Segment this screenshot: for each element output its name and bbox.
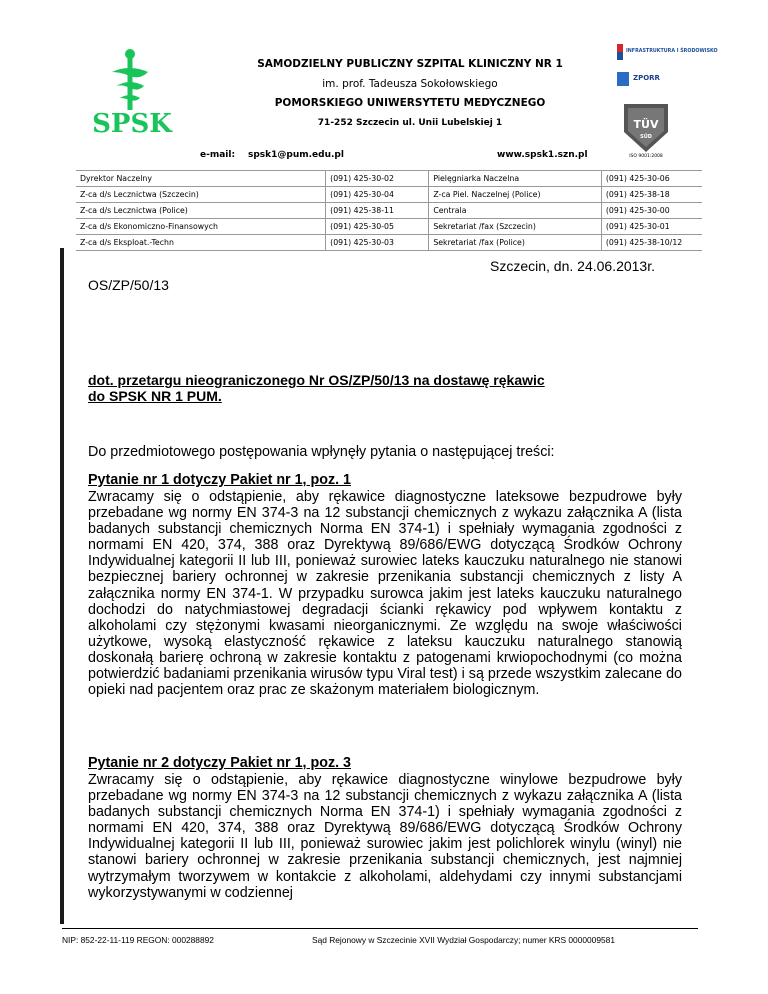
infrastructure-badge bbox=[617, 40, 718, 68]
table-cell: (091) 425-38-18 bbox=[601, 187, 702, 203]
question-1-body: Zwracamy się o odstąpienie, aby rękawice diagnostyczne lateksowe bezpudrowe były przebadane wg normy EN 374-3 na 12 substancji chemicznych z wykazu załącznika A (lista badanych substancji chemicznych Norma EN 374-1) i spełniały wymagania zgodności z normami EN 420, 374, 388 oraz Dyrektywą 89/686/EWG dotyczącą Środków Ochrony Indywidualnej kategorii II lub III, ponieważ surowiec lateks kauczuku naturalnego nie stanowi bezpiecznej bariery ochronnej w zakresie przenikania substancji chemicznych z listy A załącznika normy EN 374-1. W przypadku surowca jakim jest lateks kauczuku naturalnego dochodzi do natychmiastowej degradacji ścianki rękawicy pod wpływem kontaktu z alkoholami czy stężonymi kwasami nieorganicznymi. Ze względu na swoje właściwości użytkowe, wysoką elastyczność rękawice z lateksu kauczuku naturalnego stanowią doskonałą barierę ochroną w zakresie kontaktu z patogenami krwiopochodnymi (co można potwierdzić badaniami przenikania wirusów typu Viral test) i są przede wszystkim zalecane do opieki nad pacjentem oraz prac ze skażonym materiałem biologicznym. bbox=[88, 489, 682, 699]
question-1-title: Pytanie nr 1 dotyczy Pakiet nr 1, poz. 1 bbox=[88, 472, 351, 488]
hospital-name: SAMODZIELNY PUBLICZNY SZPITAL KLINICZNY NR 1 bbox=[257, 58, 563, 70]
reference-number: OS/ZP/50/13 bbox=[88, 277, 169, 293]
svg-text:INFRASTRUKTURA I ŚRODOWISKO: INFRASTRUKTURA I ŚRODOWISKO bbox=[626, 49, 718, 54]
table-cell: (091) 425-38-10/12 bbox=[601, 235, 702, 251]
svg-text:SÜD: SÜD bbox=[640, 134, 652, 140]
table-cell: (091) 425-30-00 bbox=[601, 203, 702, 219]
hospital-logo bbox=[82, 42, 182, 142]
left-margin-bar bbox=[60, 248, 64, 924]
table-cell: Pielęgniarka Naczelna bbox=[429, 171, 602, 187]
table-cell: Z-ca d/s Ekonomiczno-Finansowych bbox=[76, 219, 326, 235]
table-row bbox=[76, 187, 702, 203]
university-name: POMORSKIEGO UNIWERSYTETU MEDYCZNEGO bbox=[274, 97, 546, 109]
footer-court-registry: Sąd Rejonowy w Szczecinie XVII Wydział Gospodarczy; numer KRS 0000009581 bbox=[312, 935, 615, 945]
table-cell: Centrala bbox=[429, 203, 602, 219]
table-cell: (091) 425-30-05 bbox=[326, 219, 429, 235]
email-address: spsk1@pum.edu.pl bbox=[248, 150, 344, 160]
phone-directory-table bbox=[76, 170, 702, 251]
svg-text:ZPORR: ZPORR bbox=[633, 74, 660, 82]
question-2-title: Pytanie nr 2 dotyczy Pakiet nr 1, poz. 3 bbox=[88, 755, 351, 771]
letter-subject bbox=[88, 372, 688, 404]
hospital-address: 71-252 Szczecin ul. Unii Lubelskiej 1 bbox=[317, 118, 503, 128]
website-address: www.spsk1.szn.pl bbox=[497, 150, 588, 160]
subject-line: dot. przetargu nieograniczonego Nr OS/ZP/50/13 na dostawę rękawic bbox=[88, 372, 545, 388]
table-cell: (091) 425-30-02 bbox=[326, 171, 429, 187]
table-cell: (091) 425-38-11 bbox=[326, 203, 429, 219]
table-cell: (091) 425-30-06 bbox=[601, 171, 702, 187]
intro-text: Do przedmiotowego postępowania wpłynęły pytania o następującej treści: bbox=[88, 444, 555, 460]
svg-text:TÜV: TÜV bbox=[633, 118, 659, 131]
table-cell: Sekretariat /fax (Police) bbox=[429, 235, 602, 251]
table-row bbox=[76, 203, 702, 219]
hospital-patron: im. prof. Tadeusza Sokołowskiego bbox=[322, 78, 498, 90]
table-row bbox=[76, 219, 702, 235]
table-cell: (091) 425-30-03 bbox=[326, 235, 429, 251]
table-cell: Z-ca d/s Eksploat.-Techn bbox=[76, 235, 326, 251]
question-2-body: Zwracamy się o odstąpienie, aby rękawice diagnostyczne winylowe bezpudrowe były przebadane wg normy EN 374-3 na 12 substancji chemicznych z wykazu załącznika A (lista badanych substancji chemicznych Norma EN 374-1) i spełniały wymagania zgodności z normami EN 420, 374, 388 oraz Dyrektywą 89/686/EWG dotyczącą Środków Ochrony Indywidualnej kategorii II lub III, ponieważ surowiec jakim jest polichlorek winylu (winyl) nie stanowi bariery ochronnej w zakresie przenikania substancji chemicznych, jest najmniej wytrzymałym tworzywem w kontakcie z alkoholami, aldehydami czy innymi substancjami wykorzystywanymi w codziennej bbox=[88, 772, 682, 901]
svg-text:ISO 9001:2008: ISO 9001:2008 bbox=[629, 154, 663, 159]
table-cell: Sekretariat /fax (Szczecin) bbox=[429, 219, 602, 235]
subject-line: do SPSK NR 1 PUM. bbox=[88, 388, 222, 404]
table-cell: (091) 425-30-01 bbox=[601, 219, 702, 235]
table-cell: Dyrektor Naczelny bbox=[76, 171, 326, 187]
table-cell: Z-ca d/s Lecznictwa (Police) bbox=[76, 203, 326, 219]
table-row bbox=[76, 235, 702, 251]
tuv-certificate-badge bbox=[618, 102, 674, 158]
table-cell: Z-ca Piel. Naczelnej (Police) bbox=[429, 187, 602, 203]
table-row bbox=[76, 171, 702, 187]
zporr-badge bbox=[617, 68, 697, 98]
email-label: e-mail: bbox=[200, 150, 236, 160]
table-cell: Z-ca d/s Lecznictwa (Szczecin) bbox=[76, 187, 326, 203]
place-and-date: Szczecin, dn. 24.06.2013r. bbox=[490, 258, 655, 274]
footer-tax-ids: NIP: 852-22-11-119 REGON: 000288892 bbox=[62, 935, 214, 945]
footer-divider bbox=[62, 928, 698, 929]
logo-text: SPSK bbox=[92, 109, 172, 139]
table-cell: (091) 425-30-04 bbox=[326, 187, 429, 203]
